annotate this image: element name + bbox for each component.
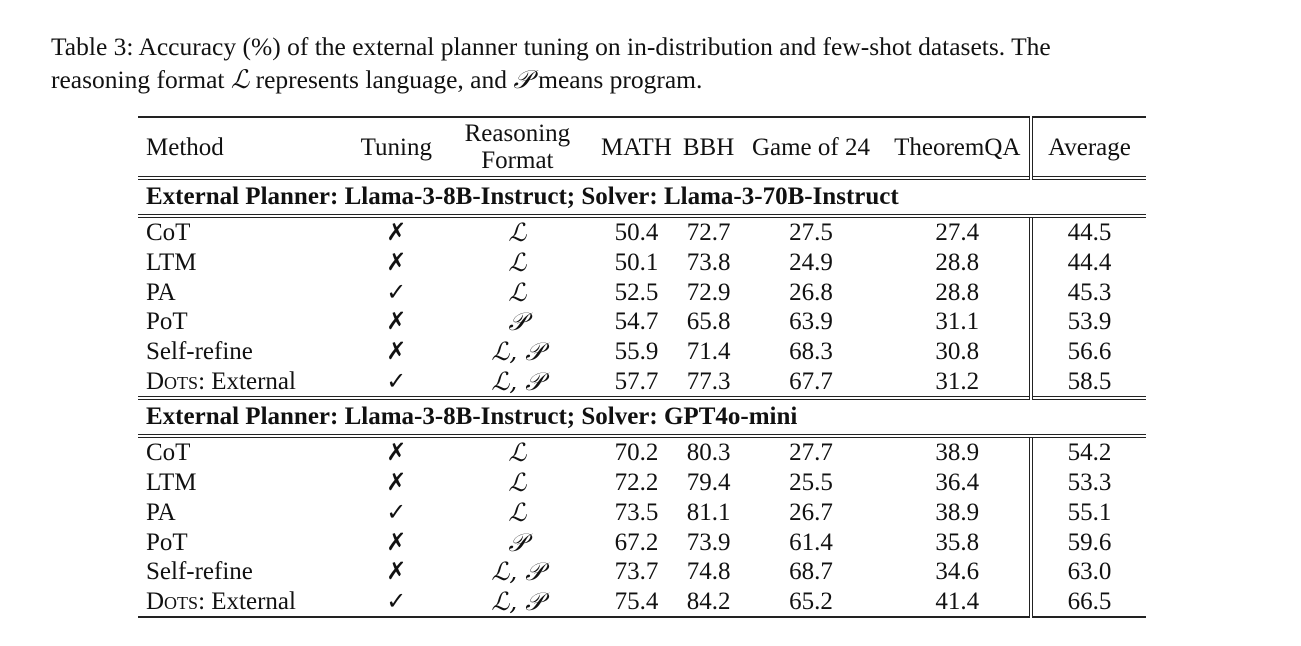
- cell-format: ℒ, 𝒫: [491, 337, 544, 367]
- cell-bbh: 84.2: [681, 587, 736, 618]
- cell-game24: 24.9: [789, 249, 833, 277]
- results-table: [138, 116, 1146, 618]
- cell-math: 75.4: [592, 587, 681, 618]
- cell-bbh: 73.8: [686, 249, 731, 277]
- table-row: [138, 248, 1146, 278]
- header-row: [138, 117, 1146, 178]
- cell-method: PA: [146, 278, 176, 306]
- cell-average: 53.3: [1031, 468, 1146, 498]
- cell-theoremqa: 27.4: [935, 219, 980, 247]
- table-row: [138, 337, 1146, 367]
- header-math: MATH: [601, 133, 672, 161]
- cell-theoremqa: 36.4: [935, 469, 980, 497]
- cell-bbh: 73.9: [686, 528, 731, 556]
- cell-format: 𝒫: [508, 307, 527, 337]
- cross-mark-icon: ✗: [386, 527, 407, 556]
- table-caption: [51, 30, 1251, 97]
- cell-method: CoT: [146, 219, 191, 247]
- section-header-row: [138, 398, 1146, 436]
- cell-format: ℒ, 𝒫: [491, 557, 544, 587]
- cell-method: LTM: [146, 249, 197, 277]
- cell-format: ℒ: [508, 468, 527, 498]
- cell-theoremqa: 35.8: [935, 528, 980, 556]
- cell-game24: 68.7: [789, 558, 833, 586]
- cell-bbh: 77.3: [686, 367, 731, 395]
- cell-game24: 68.3: [789, 338, 833, 366]
- cell-average: 54.2: [1031, 436, 1146, 468]
- table-row: [138, 468, 1146, 498]
- cell-math: 72.2: [614, 469, 659, 497]
- header-game24: Game of 24: [751, 133, 870, 161]
- header-bbh: BBH: [682, 133, 735, 161]
- cell-average: 58.5: [1031, 366, 1146, 398]
- dots-name: Dots: [146, 587, 199, 615]
- section-header-row: [138, 178, 1146, 216]
- check-mark-icon: ✓: [386, 497, 407, 526]
- header-method: Method: [146, 133, 224, 161]
- table-row: [138, 366, 1146, 398]
- cell-theoremqa: 38.9: [935, 439, 980, 467]
- cell-game24: 26.8: [789, 278, 833, 306]
- table-row: [138, 277, 1146, 307]
- cell-method: PoT: [146, 308, 188, 336]
- cell-average: 59.6: [1031, 527, 1146, 557]
- cross-mark-icon: ✗: [386, 337, 407, 366]
- cell-math: 52.5: [614, 278, 659, 306]
- header-average: Average: [1031, 117, 1146, 178]
- cell-game24: 63.9: [789, 308, 833, 336]
- table-row: [138, 557, 1146, 587]
- cell-format: ℒ, 𝒫: [443, 587, 592, 618]
- table-row: [138, 436, 1146, 468]
- dots-name: Dots: [146, 367, 199, 395]
- cell-bbh: 72.9: [686, 278, 731, 306]
- cell-method: PoT: [146, 528, 188, 556]
- header-reasoning-format: [443, 117, 592, 178]
- table-row: [138, 498, 1146, 528]
- cell-game24: 65.2: [736, 587, 885, 618]
- cross-mark-icon: ✗: [386, 468, 407, 497]
- cell-game24: 26.7: [789, 498, 833, 526]
- cell-format: 𝒫: [508, 527, 527, 557]
- cell-bbh: 65.8: [686, 308, 731, 336]
- cell-theoremqa: 38.9: [935, 498, 980, 526]
- table-row: [138, 587, 1146, 618]
- cross-mark-icon: ✗: [386, 438, 407, 467]
- cell-method: Self-refine: [146, 338, 253, 366]
- cell-bbh: 72.7: [686, 219, 731, 247]
- cell-average: 53.9: [1031, 307, 1146, 337]
- cell-theoremqa: 41.4: [886, 587, 1031, 618]
- table-row: [138, 527, 1146, 557]
- cell-game24: 27.5: [789, 219, 833, 247]
- check-mark-icon: ✓: [386, 277, 407, 306]
- table-body: [138, 178, 1146, 617]
- cell-average: 44.4: [1031, 248, 1146, 278]
- cell-math: 54.7: [614, 308, 659, 336]
- section-title: External Planner: Llama-3-8B-Instruct; Solver: GPT4o-mini: [138, 398, 1146, 436]
- table-row: [138, 307, 1146, 337]
- cell-math: 73.7: [614, 558, 659, 586]
- cell-theoremqa: 30.8: [935, 338, 980, 366]
- cell-theoremqa: 31.2: [935, 367, 980, 395]
- cross-mark-icon: ✗: [386, 218, 407, 247]
- cross-mark-icon: ✗: [386, 307, 407, 336]
- cell-average: 56.6: [1031, 337, 1146, 367]
- cell-format: ℒ: [508, 277, 527, 307]
- cell-bbh: 74.8: [686, 558, 731, 586]
- cell-bbh: 80.3: [686, 439, 731, 467]
- header-format-line-2: Format: [481, 147, 554, 174]
- cell-format: ℒ: [508, 497, 527, 527]
- cell-average: 55.1: [1031, 498, 1146, 528]
- cross-mark-icon: ✗: [386, 557, 407, 586]
- cell-game24: 25.5: [789, 469, 833, 497]
- cell-method: CoT: [146, 439, 191, 467]
- caption-line-2: [51, 63, 1251, 97]
- method-suffix: : External: [198, 587, 296, 615]
- cell-method: PA: [146, 498, 176, 526]
- section-title: External Planner: Llama-3-8B-Instruct; Solver: Llama-3-70B-Instruct: [138, 178, 1146, 216]
- cell-game24: 61.4: [789, 528, 833, 556]
- cell-format: ℒ: [508, 248, 527, 278]
- caption-text: represents language, and: [249, 65, 514, 94]
- cell-method: Self-refine: [146, 558, 253, 586]
- cross-mark-icon: ✗: [386, 248, 407, 277]
- language-symbol: ℒ: [230, 65, 250, 95]
- cell-method: LTM: [146, 469, 197, 497]
- cell-average: 45.3: [1031, 277, 1146, 307]
- cell-math: 70.2: [614, 439, 659, 467]
- caption-line-1: Table 3: Accuracy (%) of the external planner tuning on in-distribution and few-shot datasets. The: [51, 32, 1051, 61]
- cell-theoremqa: 34.6: [935, 558, 980, 586]
- cell-game24: 27.7: [789, 439, 833, 467]
- check-mark-icon: ✓: [350, 587, 443, 618]
- method-suffix: : External: [198, 367, 296, 395]
- cell-theoremqa: 31.1: [935, 308, 980, 336]
- cell-bbh: 79.4: [686, 469, 731, 497]
- cell-format: ℒ: [508, 218, 527, 248]
- cell-average: 66.5: [1031, 587, 1146, 618]
- cell-theoremqa: 28.8: [935, 278, 980, 306]
- table-header: [138, 117, 1146, 178]
- cell-math: 50.4: [614, 219, 659, 247]
- cell-bbh: 81.1: [686, 498, 731, 526]
- cell-format: ℒ: [508, 438, 527, 468]
- cell-average: 44.5: [1031, 216, 1146, 248]
- header-tuning: Tuning: [360, 133, 432, 161]
- caption-text: means program.: [531, 65, 703, 94]
- cell-math: 55.9: [614, 338, 659, 366]
- cell-theoremqa: 28.8: [935, 249, 980, 277]
- cell-format: ℒ, 𝒫: [491, 366, 544, 396]
- cell-bbh: 71.4: [686, 338, 731, 366]
- cell-math: 67.2: [614, 528, 659, 556]
- cell-method: [138, 587, 350, 618]
- header-theoremqa: TheoremQA: [894, 133, 1021, 161]
- cell-game24: 67.7: [789, 367, 833, 395]
- cell-math: 50.1: [614, 249, 659, 277]
- caption-text: reasoning format: [51, 65, 231, 94]
- cell-average: 63.0: [1031, 557, 1146, 587]
- header-format-line-1: Reasoning: [464, 120, 571, 147]
- check-mark-icon: ✓: [386, 366, 407, 395]
- program-symbol: 𝒫: [513, 65, 532, 95]
- cell-math: 57.7: [614, 367, 659, 395]
- table-row: [138, 216, 1146, 248]
- cell-math: 73.5: [614, 498, 659, 526]
- cell-method: [138, 366, 350, 398]
